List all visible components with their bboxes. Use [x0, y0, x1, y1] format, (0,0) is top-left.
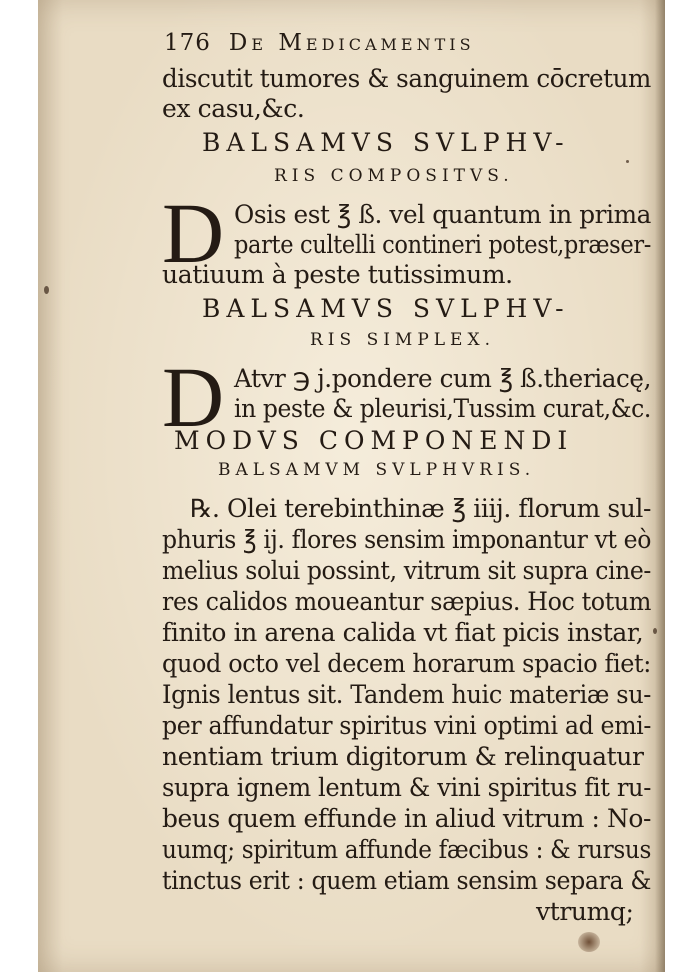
- page-text: [38, 0, 665, 972]
- section-subheading: BALSAMVM SVLPHVRIS.: [218, 460, 536, 480]
- text-line: Osis est ℥ ß. vel quantum in prima: [234, 200, 652, 229]
- text-line: uatiuum à peste tutissimum.: [162, 260, 513, 289]
- text-line: phuris ℥ ij. flores sensim imponantur vt eò: [162, 525, 651, 554]
- text-line: in peste & pleurisi,Tussim curat,&c.: [234, 394, 651, 423]
- ink-blot: [578, 932, 600, 952]
- section-heading: MODVS COMPONENDI: [174, 426, 574, 455]
- text-line: res calidos moueantur sæpius. Hoc totum: [162, 587, 652, 616]
- text-line: Atvr ℈ j.pondere cum ℥ ß.theriacę,: [234, 364, 652, 393]
- text-line: discutit tumores & sanguinem cōcretum: [162, 64, 651, 93]
- section-heading: BALSAMVS SVLPHV-: [202, 128, 570, 157]
- text-line: ex casu,&c.: [162, 94, 305, 123]
- text-line: Ignis lentus sit. Tandem huic materiæ su-: [162, 680, 652, 709]
- text-line: ℞. Olei terebinthinæ ℥ iiij. florum sul-: [190, 494, 652, 523]
- drop-cap: D: [162, 185, 225, 281]
- text-line: supra ignem lentum & vini spiritus fit ru-: [162, 773, 651, 802]
- text-line: parte cultelli contineri potest,præser-: [234, 230, 651, 259]
- text-line: beus quem effunde in aliud vitrum : No-: [162, 804, 651, 833]
- ink-speck: [44, 286, 49, 294]
- catchword: vtrumq;: [536, 897, 634, 926]
- text-line: nentiam trium digitorum & relinquatur: [162, 742, 644, 771]
- ink-speck: [626, 160, 629, 163]
- running-title: De Medicamentis: [228, 30, 475, 56]
- text-line: tinctus erit : quem etiam sensim separa &: [162, 866, 652, 895]
- book-page: [38, 0, 665, 972]
- text-line: uumq; spiritum affunde fæcibus : & rursus: [162, 835, 652, 864]
- running-head: [164, 30, 475, 56]
- text-line: finito in arena calida vt fiat picis instar,: [162, 618, 644, 647]
- drop-cap: D: [162, 349, 225, 445]
- text-line: quod octo vel decem horarum spacio fiet:: [162, 649, 652, 678]
- ink-speck: [653, 628, 657, 634]
- section-subheading: RIS SIMPLEX.: [310, 330, 495, 350]
- page-number: 176: [164, 30, 211, 56]
- text-line: melius solui possint, vitrum sit supra cine-: [162, 556, 652, 585]
- section-subheading: RIS COMPOSITVS.: [274, 166, 514, 186]
- text-line: per affundatur spiritus vini optimi ad emi-: [162, 711, 651, 740]
- section-heading: BALSAMVS SVLPHV-: [202, 294, 570, 323]
